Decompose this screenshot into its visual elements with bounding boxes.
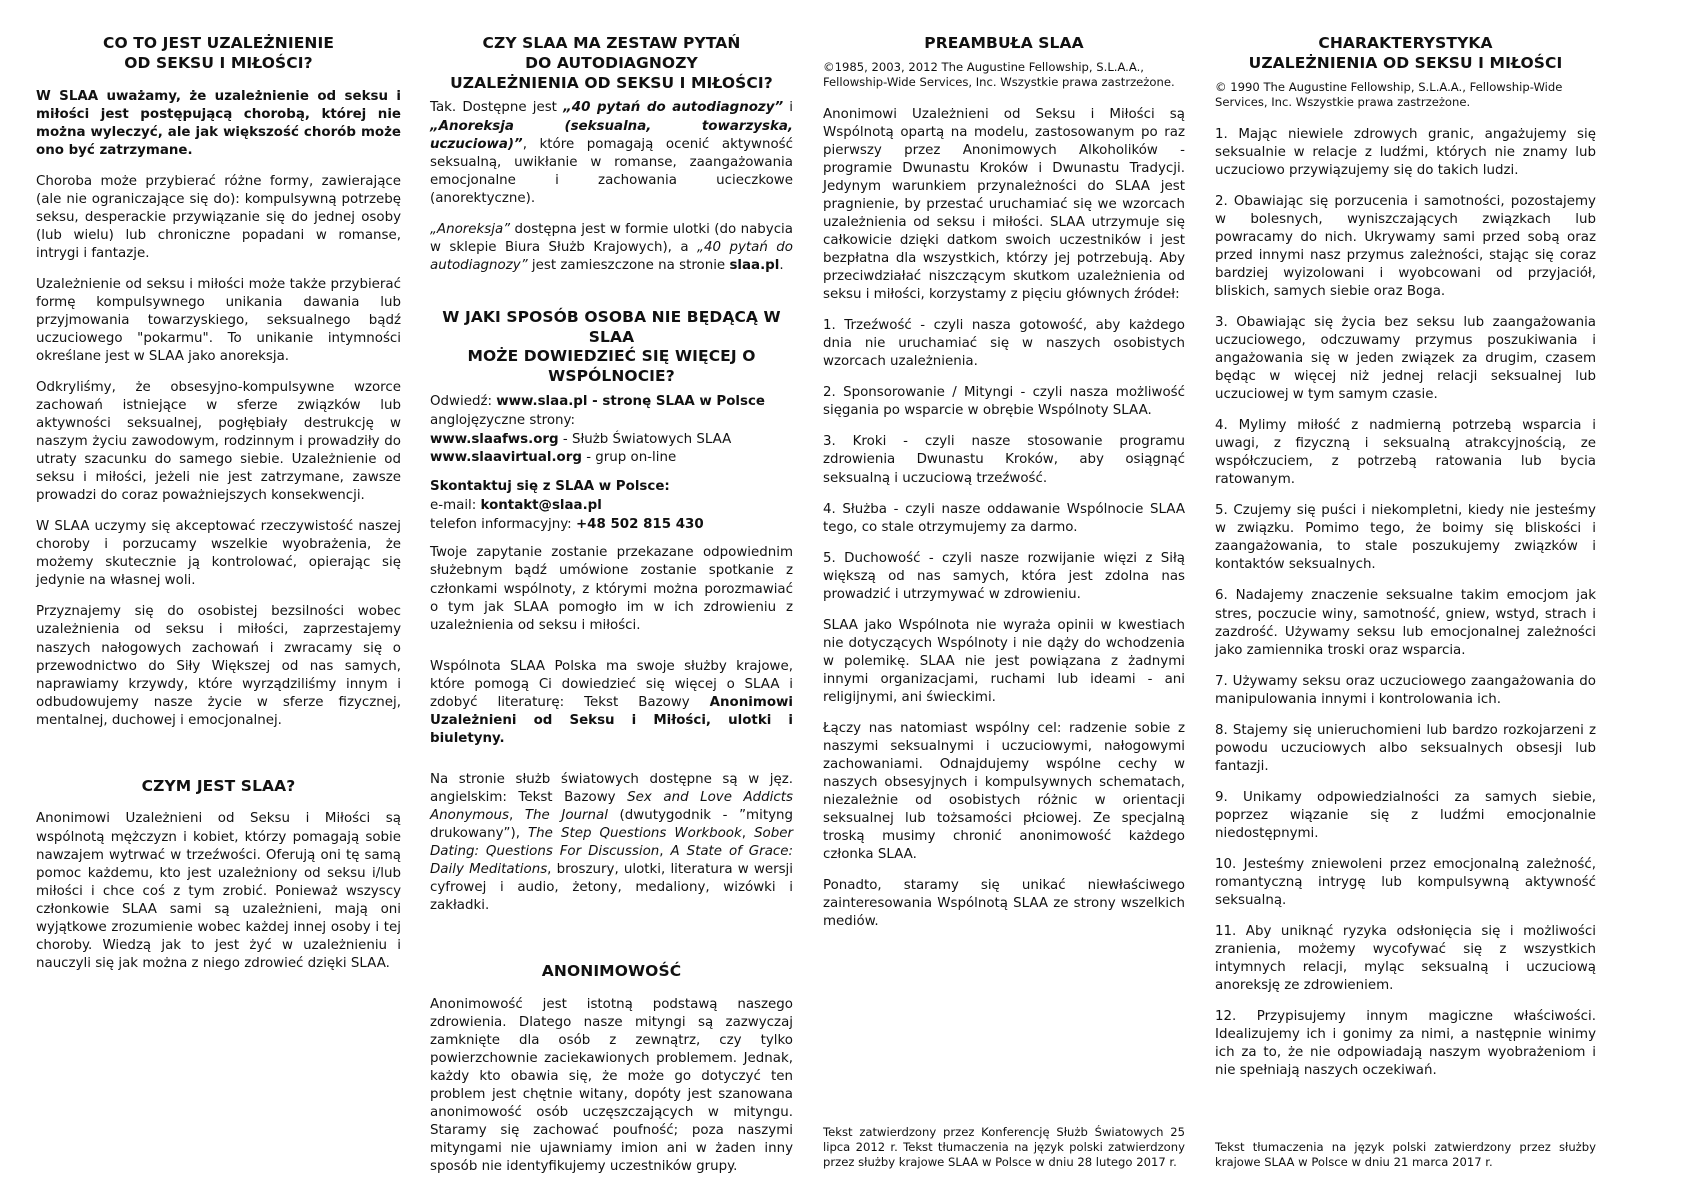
c2p1-title1: „40 pytań do autodiagnozy” (563, 100, 784, 116)
column1-paragraph-4: Odkryliśmy, że obsesyjno-kompulsywne wzorce zachowań istniejące w sferze związków lub aktywności seksualnej, pogłębiały destrukcję w naszym życiu zawodowym, rodzinnym i prowadziły do utraty szacunku do samego siebie. Uzależnienie od seksu i miłości, jeżeli nie jest zatrzymane, zawsze prowadzi do coraz poważniejszych konsekwencji. (36, 380, 401, 504)
c2p4-pre: Wspólnota SLAA Polska ma swoje służby krajowe, które pomogą Ci dowiedzieć się więcej o SLAA i zdobyć literaturę: Tekst Bazowy (430, 658, 793, 710)
column3-source-1: 1. Trzeźwość - czyli nasza gotowość, aby każdego dnia nie uruchamiać się w naszych osobistych wzorcach uzależnienia. (823, 318, 1185, 370)
column2-heading2-line2: MOŻE DOWIEDZIEĆ SIĘ WIĘCEJ O WSPÓLNOCIE? (467, 347, 756, 386)
c2p5-s5: , broszury, ulotki, literatura w wersji cyfrowej i audio, żetony, medaliony, wizówki i zakładki. (430, 861, 794, 913)
slaavirtual-link[interactable]: www.slaavirtual.org (430, 450, 582, 466)
visit-label: Odwiedź: (430, 394, 497, 410)
c2p2-post: jest zamieszczone na stronie (527, 257, 730, 273)
column2-contact-heading: Skontaktuj się z SLAA w Polsce: (430, 479, 670, 495)
column3-paragraph-4: Ponadto, staramy się unikać niewłaściwego zainteresowania Wspólnotą SLAA ze strony wszelkich mediów. (823, 878, 1185, 930)
slaavirtual-desc: - grup on-line (581, 450, 677, 466)
column4-item-2: 2. Obawiając się porzucenia i samotności, pozostajemy w bolesnych, wyniszczających związkach lub powracamy do nich. Ukrywamy sami przed sobą oraz przed innymi nasz przymus zależności, stając się coraz bardziej wyizolowani i wyobcowani od przyjaciół, bliskich, samych siebie oraz Boga. (1215, 193, 1596, 300)
column2-spacer-5 (430, 761, 793, 771)
c2p5-s2: (dwutygodnik - ”mityng drukowany”), (430, 807, 793, 841)
column2-paragraph-1 (430, 99, 793, 207)
c2p2-site: slaa.pl (729, 257, 780, 273)
column4-heading (1215, 34, 1596, 74)
c2p2-title2: „40 pytań do autodiagnozy” (430, 239, 793, 273)
column4-item-10: 10. Jesteśmy zniewoleni przez emocjonalną zależność, romantyczną intrygę lub kompulsywną aktywność seksualną. (1215, 856, 1596, 908)
column2-paragraph-6: Anonimowość jest istotną podstawą naszego zdrowienia. Dlatego nasze mityngi są zazwyczaj zamknięte dla osób z zewnątrz, czy tylko powierzchownie zaciekawionych problemem. Jednak, każdy kto obawia się, że może go dotyczyć ten problem jest chętnie witany, dopóty jest szanowana anonimowość osób uczęszczających w mityngu. Staramy się zachować poufność; poza naszymi mityngami nie ujawniamy imion ani w żaden inny sposób nie identyfikujemy uczestników grupy. (430, 996, 793, 1175)
column4-item-9: 9. Unikamy odpowiedzialności za samych siebie, poprzez wiązanie się z ludźmi emocjonalnie niedostępnymi. (1215, 789, 1596, 841)
column3-source-2: 2. Sponsorowanie / Mityngi - czyli nasza możliwość sięgania po wsparcie w obrębie Wspólnoty SLAA. (823, 385, 1185, 419)
column4-item-8: 8. Stajemy się unieruchomieni lub bardzo rozkojarzeni z powodu uczuciowych albo seksualnych obsesji lub fantazji. (1215, 722, 1596, 774)
column3-source-3: 3. Kroki - czyli nasze stosowanie programu zdrowienia Dwunastu Kroków, aby osiągnąć seksualną i uczuciową trzeźwość. (823, 434, 1185, 486)
c2p2-mid: dostępna jest w formie ulotki (do nabycia w sklepie Biura Służb Krajowych), a (430, 221, 793, 255)
column3-paragraph-2: SLAA jako Wspólnota nie wyraża opinii w kwestiach nie dotyczących Wspólnoty i nie dąży do wchodzenia w polemikę. SLAA nie jest powiązana z żadnymi innymi organizacjami, ruchami lub ideami - ani religijnymi, ani świeckimi. (823, 617, 1185, 705)
c2p5-i2: The Journal (524, 807, 608, 823)
column4-item-3: 3. Obawiając się życia bez seksu lub zaangażowania uczuciowego, odczuwamy przymus poszukiwania i angażowania się w jeden związek za drugim, czasem będąc w więcej niż jednej relacji seksualnej lub uczuciowej w tym samym czasie. (1215, 315, 1596, 403)
column2-heading (430, 34, 793, 93)
column1-spacer (36, 743, 401, 777)
column2-paragraph-5 (430, 771, 793, 915)
c2p1-title2: „Anoreksja (seksualna, towarzyska, uczuciowa)” (430, 118, 793, 152)
column2-site-slaafws (430, 431, 793, 450)
c2p5-s1: , (508, 807, 525, 823)
column1-heading-line2: OD SEKSU I MIŁOŚCI? (124, 53, 313, 72)
column3-paragraph-3: Łączy nas natomiast wspólny cel: radzenie sobie z naszymi seksualnymi i uczuciowymi, nałogowymi zachowaniami. Odnajdujemy wspólne cechy w naszych obsesyjnych i kompulsywnych schematach, niezależnie od osobistych różnic w orientacji seksualnej lub tożsamości płciowej. Ze specjalną troską musimy chronić anonimowość każdego członka SLAA. (823, 720, 1185, 863)
phone-number[interactable]: +48 502 815 430 (575, 516, 704, 532)
email-label: e-mail: (430, 497, 481, 513)
column2-spacer-1 (430, 288, 793, 308)
column2-paragraph-4 (430, 658, 793, 748)
column3-source-5: 5. Duchowość - czyli nasze rozwijanie więzi z Siłą większą od nas samych, która jest zdolna nas prowadzić i utrzymywać w zdrowieniu. (823, 550, 1185, 602)
column2-spacer-4 (430, 648, 793, 658)
column3-copyright: ©1985, 2003, 2012 The Augustine Fellowship, S.L.A.A., Fellowship-Wide Services, Inc. Wszystkie prawa zastrzeżone. (823, 59, 1175, 89)
column3-paragraph-1: Anonimowi Uzależnieni od Seksu i Miłości są Wspólnotą opartą na modelu, zastosowanym po raz pierwszy przez Anonimowych Alkoholików - programie Dwunastu Kroków i Dwunastu Tradycji. Jedynym warunkiem przynależności do SLAA jest pragnienie, by przestać uruchamiać się we wzorcach uzależnienia od seksu i miłości. SLAA utrzymuje się całkowicie dzięki datkom swoich uczestników i jest bezpłatna dla wszystkich, którzy jej potrzebują. Aby przeciwdziałać niszczącym skutkom uzależnienia od seksu i miłości, korzystamy z pięciu głównych źródeł: (823, 106, 1185, 303)
column3-footer-text: Tekst zatwierdzony przez Konferencję Służb Światowych 25 lipca 2012 r. Tekst tłumaczenia na język polski zatwierdzony przez służby krajowe SLAA w Polsce w dniu 28 lutego 2017 r. (823, 1124, 1185, 1169)
column1-paragraph-1: W SLAA uważamy, że uzależnienie od seksu i miłości jest postępującą chorobą, której nie można wyleczyć, ale jak większość chorób może ono być zatrzymane. (36, 88, 401, 158)
column4-heading-line2: UZALEŻNIENIA OD SEKSU I MIŁOŚCI (1248, 53, 1563, 72)
c2p5-i1: Sex and Love Addicts Anonymous (430, 789, 793, 823)
column1-paragraph-6: Przyznajemy się do osobistej bezsilności wobec uzależnienia od seksu i miłości, zaprzestajemy naszych nałogowych zachowań i zwracamy się o przewodnictwo do Siły Większej od nas samych, naprawiamy krzywdy, które wyrządziliśmy innym i odbudowujemy nasze życie w sferze fizycznej, mentalnej, duchowej i emocjonalnej. (36, 604, 401, 728)
column1-paragraph-5: W SLAA uczymy się akceptować rzeczywistość naszej choroby i porzucamy wszelkie wyobrażenia, że możemy skutecznie ją kontrolować, opierając się jedynie na własnej woli. (36, 519, 401, 589)
column2-paragraph-3: Twoje zapytanie zostanie przekazane odpowiednim służebnym bądź umówione zostanie spotkanie z członkami wspólnoty, z którymi można porozmawiać o tym jak SLAA pomogło im w ich zdrowieniu z uzależnienia od seksu i miłości. (430, 545, 793, 633)
c2p1-pre: Tak. Dostępne jest (430, 100, 564, 116)
column3-footer (823, 1125, 1185, 1170)
c2p5-i4: Sober Dating: Questions For Discussion (430, 825, 793, 859)
c2p2-end: . (779, 257, 784, 273)
column2-heading-anonymity: ANONIMOWOŚĆ (541, 962, 682, 980)
column2-spacer-3 (430, 534, 793, 544)
column4-footer-text: Tekst tłumaczenia na język polski zatwierdzony przez służby krajowe SLAA w Polsce w dniu 21 marca 2017 r. (1215, 1139, 1596, 1169)
column2-heading-line2: DO AUTODIAGNOZY (525, 53, 698, 72)
column2-spacer-2 (430, 468, 793, 478)
column4-item-11: 11. Aby uniknąć ryzyka odsłonięcia się i możliwości zranienia, możemy wycofywać się z wszystkich intymnych relacji, myląc seksualną i uczuciową anoreksję ze zdrowieniem. (1215, 923, 1596, 994)
column2-site-slaavirtual (430, 449, 793, 468)
column-characteristics (1207, 34, 1604, 1182)
phone-label: telefon informacyjny: (430, 516, 576, 532)
c2p5-pre: Na stronie służb światowych dostępne są w jęz. angielskim: Tekst Bazowy (430, 771, 793, 805)
column4-item-4: 4. Mylimy miłość z nadmierną potrzebą wsparcia i uwagi, z fizyczną i seksualną atrakcyjnością, ze współczuciem, z potrzebą ratowania lub bycia ratowanym. (1215, 418, 1596, 488)
column4-item-6: 6. Nadajemy znaczenie seksualne takim emocjom jak stres, poczucie winy, samotność, gniew, wstyd, strach i zazdrość. Używamy seksu lub emocjonalnej zależności jako zamiennika troski oraz wsparcia. (1215, 588, 1596, 658)
column2-heading2-line1: W JAKI SPOSÓB OSOBA NIE BĘDĄCĄ W SLAA (442, 307, 781, 346)
slaafws-desc: - Służb Światowych SLAA (558, 431, 732, 447)
column1-paragraph-7: Anonimowi Uzależnieni od Seksu i Miłości są wspólnotą mężczyzn i kobiet, którzy pomagają sobie nawzajem wytrwać w trzeźwości. Oferują oni tę samą pomoc każdemu, kto jest uzależniony od seksu i/lub miłości i chce coś z tym zrobić. Ponieważ wszyscy członkowie SLAA sami są uzależnieni, mają oni wyjątkowe zrozumienie wobec każdej innej osoby i tej choroby. Wiedzą jak to jest żyć w uzależnieniu i nauczyli się jak można z niego zdrowieć dzięki SLAA. (36, 811, 401, 971)
c2p5-s3: , (741, 825, 755, 841)
column4-item-5: 5. Czujemy się puści i niekompletni, kiedy nie jesteśmy w związku. Pomimo tego, że boimy się bliskości i zaangażowania, to stale poszukujemy związków i kontaktów seksualnych. (1215, 503, 1596, 573)
column4-item-1: 1. Mając niewiele zdrowych granic, angażujemy się seksualnie w relacje z ludźmi, których nie znamy lub uczuciowo przywiązujemy się do takich ludzi. (1215, 126, 1596, 178)
column2-paragraph-2 (430, 221, 793, 275)
column2-english-label: anglojęzyczne strony: (430, 412, 575, 428)
column2-heading-line3: UZALEŻNIENIA OD SEKSU I MIŁOŚCI? (450, 73, 773, 92)
column2-visit-line (430, 393, 793, 412)
c2p4-bold: Anonimowi Uzależnieni od Seksu i Miłości, ulotki i biuletyny. (430, 694, 793, 746)
column2-heading-learn-more (430, 308, 793, 387)
column1-paragraph-2: Choroba może przybierać różne formy, zawierające (ale nie ograniczające się do): kompulsywną potrzebę seksu, desperackie przywiązanie się do jednej osoby (lub wielu) lub chroniczne popadani w romanse, intrygi i fantazje. (36, 173, 401, 261)
column2-spacer-6 (430, 928, 793, 962)
column4-heading-line1: CHARAKTERYSTYKA (1318, 34, 1493, 52)
c2p1-post: , które pomagają ocenić aktywność seksualną, uwikłanie w romanse, zaangażowania emocjonalne i zachowania ucieczkowe (anorektyczne). (430, 136, 793, 206)
c2p5-s4: , (659, 843, 671, 859)
column4-footer (1215, 1140, 1596, 1170)
column4-item-12: 12. Przypisujemy innym magiczne właściwości. Idealizujemy ich i gonimy za nimi, a następnie winimy ich za to, że nie odpowiadają naszym wyobrażeniom i nie spełniają naszych oczekiwań. (1215, 1009, 1596, 1079)
c2p5-i5: A State of Grace: Daily Meditations (430, 843, 794, 877)
column3-heading: PREAMBUŁA SLAA (924, 34, 1084, 52)
slaa-pl-link[interactable]: www.slaa.pl - stronę SLAA w Polsce (496, 394, 766, 410)
column2-heading-line1: CZY SLAA MA ZESTAW PYTAŃ (482, 34, 741, 52)
column-self-diagnosis (423, 34, 815, 1182)
email-address[interactable]: kontakt@slaa.pl (480, 497, 602, 513)
column1-heading-line1: CO TO JEST UZALEŻNIENIE (102, 34, 335, 52)
c2p5-i3: The Step Questions Workbook (528, 825, 742, 841)
c2p1-mid: i (783, 100, 793, 116)
c2p2-title1: „Anoreksja” (430, 221, 511, 237)
column3-source-4: 4. Służba - czyli nasze oddawanie Wspólnocie SLAA tego, co stale otrzymujemy za darmo. (823, 501, 1185, 535)
column-what-is-addiction (28, 34, 423, 1182)
column4-copyright: © 1990 The Augustine Fellowship, S.L.A.A., Fellowship-Wide Services, Inc. Wszystkie prawa zastrzeżone. (1215, 79, 1563, 109)
column1-heading (36, 34, 401, 74)
column4-item-7: 7. Używamy seksu oraz uczuciowego zaangażowania do manipulowania innymi i kontrolowania ich. (1215, 673, 1596, 707)
slaafws-link[interactable]: www.slaafws.org (430, 431, 559, 447)
column1-heading-what-is-slaa: CZYM JEST SLAA? (141, 776, 296, 795)
column2-email-line (430, 497, 793, 516)
column-preamble (815, 34, 1207, 1182)
column2-phone-line (430, 516, 793, 535)
column1-paragraph-3: Uzależnienie od seksu i miłości może także przybierać formę kompulsywnego unikania dawania lub przyjmowania towarzyskiego, seksualnego bądź uczuciowego "pokarmu". To unikanie intymności określane jest w SLAA jako anoreksja. (36, 276, 401, 365)
